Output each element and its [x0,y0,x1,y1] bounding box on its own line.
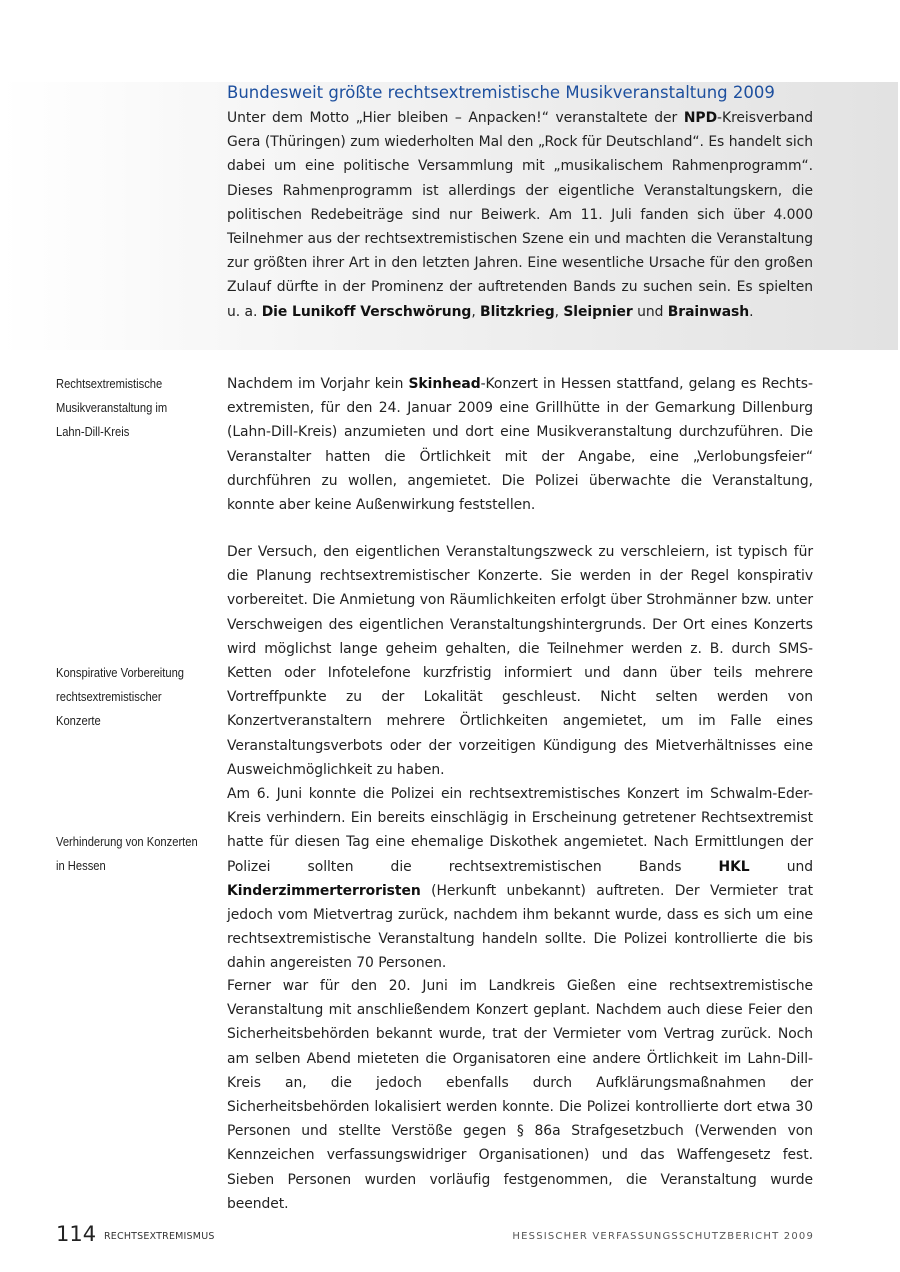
margin-note-konspirative: Konspirative Vorbereitung rechtsextremistischer Konzerte [56,665,185,728]
margin-note-verhinderung: Verhinderung von Konzerten in Hessen [56,834,198,873]
page-number: 114 [56,1222,97,1246]
footer-publication: HESSISCHER VERFASSUNGSSCHUTZBERICHT 2009 [512,1231,814,1242]
band-name: HKL [718,858,750,875]
band-name: Sleipnier [563,303,633,320]
band-name: Brainwash [667,303,750,320]
info-box-text: Unter dem Motto „Hier bleiben – Anpacken!“ veranstaltete der NPD-Kreisverband Gera (Thüringen) zum wiederholten Mal den „Rock für Deutschland“. Es handelt sich dabei um eine politische Versammlung mit „musikalischem Rahmenprogramm“. Dieses Rahmenprogramm ist allerdings der eigentliche Veranstaltungskern, die politischen Redebeiträge sind nur Beiwerk. Am 11. Juli fanden sich über 4.000 Teilnehmer aus der rechtsextremistischen Szene ein und machten die Veranstaltung zur größten ihrer Art in den letzten Jahren. Eine wesentliche Ursache für den großen Zulauf dürfte in der Prominenz der auftretenden Bands zu suchen sein. Es spielten u. a. Die Lunikoff Verschwörung, Blitzkrieg, Sleipnier und Brainwash. [227,110,813,320]
band-name: Blitzkrieg [480,303,555,320]
footer-section: RECHTSEXTREMISMUS [104,1231,215,1242]
party-name: NPD [683,110,718,126]
margin-note-lahn-dill: Rechtsextremistische Musikveranstaltung im Lahn-Dill-Kreis [56,376,168,439]
paragraph-2: Der Versuch, den eigentlichen Veranstaltungszweck zu verschleiern, ist typisch für die Planung rechtsextremistischer Konzerte. Sie werden in der Regel konspirativ vorbereitet. Die Anmietung von Räumlichkeiten erfolgt über Strohmänner bzw. unter Verschweigen des eigentlichen Veranstaltungshintergrunds. Der Ort eines Konzerts wird möglichst lange geheim gehalten, die Teilnehmer werden z. B. durch SMS-Ketten oder Infotelefone kurzfristig informiert und dann über teils mehrere Vortreffpunkte zu der Lokalität geschleust. Nicht selten werden von Konzertveranstaltern mehrere Örtlichkeiten angemietet, um im Falle eines Veranstaltungsverbots oder der vorzeitigen Kündigung des Mietverhältnisses eine Ausweichmöglichkeit zu haben. [227,544,813,778]
paragraph-4: Ferner war für den 20. Juni im Landkreis Gießen eine rechtsextremistische Veranstaltung mit anschließendem Konzert geplant. Nachdem auch diese Feier den Sicherheitsbehörden bekannt wurde, trat der Vermieter vom Vertrag zurück. Noch am selben Abend mieteten die Organisatoren eine andere Örtlichkeit im Lahn-Dill-Kreis an, die jedoch ebenfalls durch Aufklärungsmaßnahmen der Sicherheitsbehörden lokalisiert werden konnte. Die Polizei kontrollierte dort etwa 30 Personen und stellte Verstöße gegen § 86a Strafgesetzbuch (Verwenden von Kennzeichen verfassungswidriger Organisationen) und das Waffengesetz fest. Sieben Personen wurden vorläufig festgenommen, die Veranstaltung wurde beendet. [227,978,813,1212]
paragraph-1: Nachdem im Vorjahr kein Skinhead-Konzert in Hessen stattfand, gelang es Rechtsextremisten, für den 24. Januar 2009 eine Grillhütte in der Gemarkung Dillenburg (Lahn-Dill-Kreis) anzumieten und dort eine Musikveranstaltung durchzuführen. Die Veranstalter hatten die Örtlichkeit mit der Angabe, eine „Verlobungsfeier“ durchführen zu wollen, angemietet. Die Polizei überwachte die Veranstaltung, konnte aber keine Außenwirkung feststellen. [227,376,814,514]
keyword-skinhead: Skinhead [408,376,481,392]
info-box-title: Bundesweit größte rechtsextremistische Musikveranstaltung 2009 [227,83,775,102]
band-name: Kinderzimmerterroristen [227,882,421,899]
band-name: Die Lunikoff Verschwörung [261,303,472,320]
paragraph-3: Am 6. Juni konnte die Polizei ein rechtsextremistisches Konzert im Schwalm-Eder-Kreis verhindern. Ein bereits einschlägig in Erscheinung getretener Rechtsextremist hatte für diesen Tag eine ehemalige Diskothek angemietet. Nach Ermittlungen der Polizei sollten die rechtsextremistischen Bands HKL und Kinderzimmerterroristen (Herkunft unbekannt) auftreten. Der Vermieter trat jedoch vom Mietvertrag zurück, nachdem ihm bekannt wurde, dass es sich um eine rechtsextremistische Veranstaltung handeln sollte. Die Polizei kontrollierte die bis dahin angereisten 70 Personen. [227,786,813,972]
